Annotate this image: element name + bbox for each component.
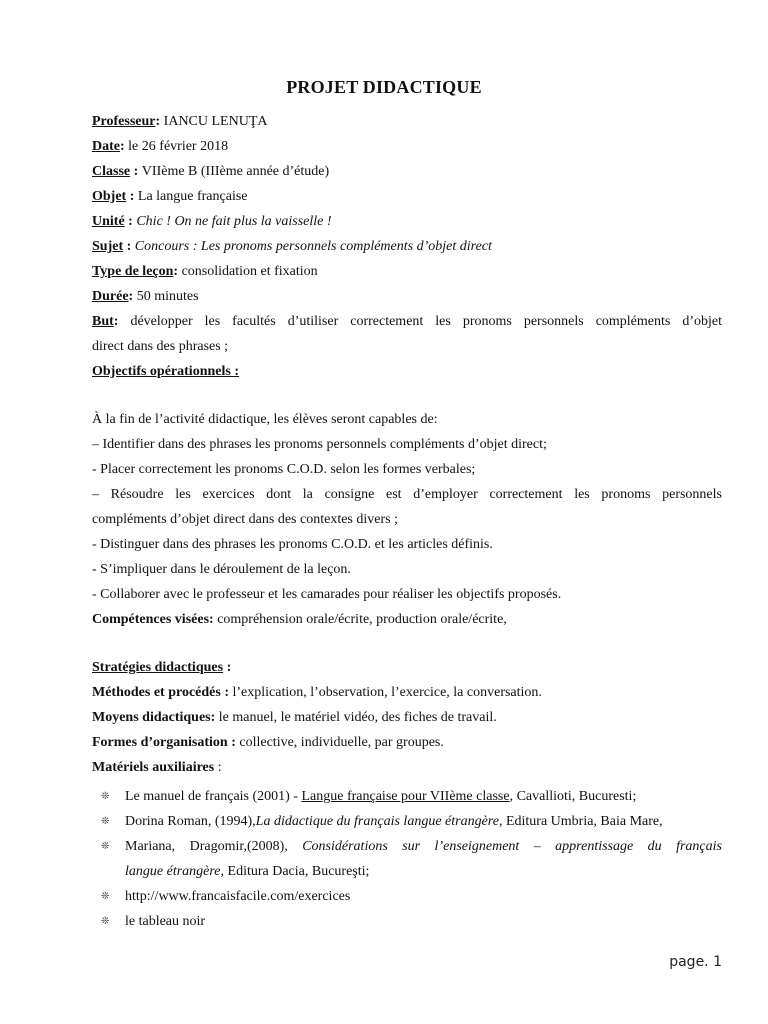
methodes-label: Méthodes et procédés : xyxy=(92,685,229,700)
info-value: VIIème B (IIIème année d’étude) xyxy=(141,164,330,179)
materiel-link[interactable]: http://www.francaisfacile.com/exercices xyxy=(125,889,351,904)
materiel-text: , Editura Umbria, Baia Mare, xyxy=(498,814,663,829)
but-line-2: direct dans des phrases ; xyxy=(92,339,229,354)
info-professeur xyxy=(92,109,722,134)
strategies-heading xyxy=(92,655,722,680)
strategies-heading-suffix: : xyxy=(223,660,232,675)
materiel-text: Le manuel de français (2001) - xyxy=(125,789,302,804)
objectif-item: – Résoudre les exercices dont la consigne est d’employer correctement les pronoms personnels xyxy=(92,487,722,502)
document-body xyxy=(92,109,722,934)
document-title: PROJET DIDACTIQUE xyxy=(286,77,482,97)
info-value: 50 minutes xyxy=(136,289,199,304)
info-value: consolidation et fixation xyxy=(181,264,318,279)
competences-label: Compétences visées: xyxy=(92,612,214,627)
info-unite xyxy=(92,209,722,234)
but-line-1 xyxy=(92,309,722,334)
objectifs-heading-text: Objectifs opérationnels : xyxy=(92,364,239,379)
objectif-item: - Collaborer avec le professeur et les camarades pour réaliser les objectifs proposés. xyxy=(92,587,562,602)
materiel-item xyxy=(92,909,722,934)
info-label: Unité xyxy=(92,214,125,229)
info-sep: : xyxy=(173,264,182,279)
objectif-item: – Identifier dans des phrases les pronoms personnels compléments d’objet direct; xyxy=(92,437,547,452)
materiels-label: Matériels auxiliaires xyxy=(92,760,215,775)
info-label: Sujet xyxy=(92,239,124,254)
materiel-title: La didactique du français langue étrangère xyxy=(255,814,499,829)
materiel-item xyxy=(92,884,722,909)
formes-line xyxy=(92,730,722,755)
competences-value: compréhension orale/écrite, production orale/écrite, xyxy=(213,612,507,627)
objectif-item: - Distinguer dans des phrases les pronoms C.O.D. et les articles définis. xyxy=(92,537,493,552)
but-text: développer les facultés d’utiliser correctement les pronoms personnels compléments d’objet xyxy=(130,314,722,329)
moyens-value: le manuel, le matériel vidéo, des fiches de travail. xyxy=(215,710,497,725)
info-sep: : xyxy=(155,114,164,129)
methodes-line xyxy=(92,680,722,705)
info-sujet xyxy=(92,234,722,259)
info-objet xyxy=(92,184,722,209)
materiel-title: Langue française pour VIIème classe xyxy=(301,789,510,804)
objectifs-heading xyxy=(92,359,722,384)
info-label: Date xyxy=(92,139,120,154)
materiel-title: Considérations sur l’enseignement – apprentissage du français xyxy=(302,839,722,854)
info-sep: : xyxy=(126,189,138,204)
info-duree xyxy=(92,284,722,309)
info-sep: : xyxy=(124,214,137,229)
materiel-title: langue étrangère, xyxy=(125,864,225,879)
info-value: La langue française xyxy=(137,189,248,204)
materiel-text: Dorina Roman, (1994), xyxy=(125,814,256,829)
info-label: Type de leçon xyxy=(92,264,174,279)
info-value: Concours : Les pronoms personnels compléments d’objet direct xyxy=(134,239,492,254)
but-sep: : xyxy=(113,314,131,329)
bullet-icon: ❊ xyxy=(101,891,110,902)
strategies-heading-text: Stratégies didactiques xyxy=(92,660,224,675)
spacer xyxy=(92,384,722,407)
info-sep: : xyxy=(120,139,129,154)
materiel-text: Editura Dacia, Bucureşti; xyxy=(224,864,370,879)
info-label: Durée xyxy=(92,289,129,304)
info-date xyxy=(92,134,722,159)
materiel-item xyxy=(92,834,722,859)
materiels-suffix: : xyxy=(214,760,222,775)
competences-line xyxy=(92,607,722,632)
formes-label: Formes d’organisation : xyxy=(92,735,236,750)
page-number: page. 1 xyxy=(669,954,722,970)
materiel-item xyxy=(92,784,722,809)
objectif-item: - S’impliquer dans le déroulement de la leçon. xyxy=(92,562,351,577)
materiels-heading xyxy=(92,755,722,780)
but-label: But xyxy=(92,314,114,329)
info-sep: : xyxy=(130,164,142,179)
objectif-item-continued: compléments d’objet direct dans des contextes divers ; xyxy=(92,512,398,527)
spacer xyxy=(92,632,722,655)
methodes-value: l’explication, l’observation, l’exercice, la conversation. xyxy=(229,685,542,700)
bullet-icon: ❊ xyxy=(101,791,110,802)
materiel-item-continued xyxy=(92,859,722,884)
bullet-icon: ❊ xyxy=(101,916,110,927)
objectifs-intro: À la fin de l’activité didactique, les élèves seront capables de: xyxy=(92,412,438,427)
materiel-text: Mariana, Dragomir,(2008), xyxy=(125,839,303,854)
info-value: Chic ! On ne fait plus la vaisselle ! xyxy=(136,214,332,229)
bullet-icon: ❊ xyxy=(101,841,110,852)
moyens-label: Moyens didactiques: xyxy=(92,710,216,725)
materiel-text: le tableau noir xyxy=(125,914,206,929)
info-type-lecon xyxy=(92,259,722,284)
info-classe xyxy=(92,159,722,184)
info-sep: : xyxy=(123,239,135,254)
bullet-icon: ❊ xyxy=(101,816,110,827)
info-sep: : xyxy=(128,289,137,304)
materiel-text: , Cavallioti, Bucuresti; xyxy=(509,789,637,804)
info-value: le 26 février 2018 xyxy=(128,139,229,154)
materiel-item xyxy=(92,809,722,834)
info-label: Classe xyxy=(92,164,131,179)
formes-value: collective, individuelle, par groupes. xyxy=(235,735,444,750)
info-value: IANCU LENUŢA xyxy=(163,114,268,129)
objectif-item: - Placer correctement les pronoms C.O.D. selon les formes verbales; xyxy=(92,462,476,477)
info-label: Professeur xyxy=(92,114,156,129)
moyens-line xyxy=(92,705,722,730)
info-label: Objet xyxy=(92,189,127,204)
